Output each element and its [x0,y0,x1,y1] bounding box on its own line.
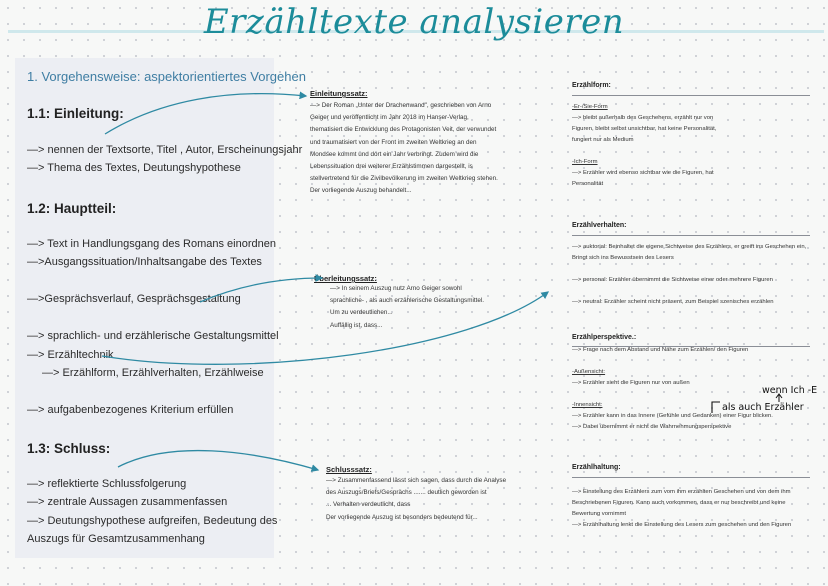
list-item: Auszugs für Gesamtzusammenhang [27,533,205,545]
schlusssatz-title: Schlusssatz: [326,465,372,474]
heading-schluss: 1.3: Schluss: [27,441,111,456]
list-item: —> Deutungshypothese aufgreifen, Bedeutung des [27,515,278,527]
erzaehlhaltung-text: —> Einstellung des Erzählers zum vom ihm erzählten Geschehen und von dem ihm Beschriebenen Figuren. Kann auch vorkommen, dass er nur beschreibt und keine Bewertung vornimmt —> Erzählhaltung lenkt die Einstellung des Lesers zum geschehen und den Figuren [572,489,792,528]
list-item: —> Erzählform, Erzählverhalten, Erzählweise [42,367,264,379]
list-item: —> reflektierte Schlussfolgerung [27,478,187,490]
ueberleitungssatz-title: Überleitungssatz: [314,274,377,283]
arrow-schluss [118,451,318,470]
erzaehlform-heading: Erzählform: [572,82,611,89]
heading-einleitung: 1.1: Einleitung: [27,106,124,121]
einleitungssatz-title: Einleitungssatz: [310,89,368,98]
list-item: —> Text in Handlungsgang des Romans einordnen [27,238,276,250]
einleitungssatz-text: —> Der Roman „Unter der Drachenwand", geschrieben von Arno Geiger und veröffentlicht im Jahr 2018 im Hanser-Verlag, thematisiert die Entwicklung des Protagonisten Veit, der verwundet und traumatisiert von der Front im zweiten Weltkrieg an den Mondsee kommt und dort ein Jahr verbringt. Zudem wird die Lebenssituation drei weiterer Erzählstimmen dargestellt, is stellvertretend für die Zivilbevölkerung im zweiten Weltkrieg stehen. Der vorliegende Auszug behandelt... [310,102,498,195]
arrow-einleitung [105,94,306,134]
ueberleitungssatz-text: —> In seinem Auszug nutz Arno Geiger sowohl sprachliche- , als auch erzählerische Gestaltungsmittel. Um zu verdeutlichen... Auffällig ist, dass... [330,285,484,329]
list-item: —> sprachlich- und erzählerische Gestaltungsmittel [27,330,279,342]
list-item: —>Ausgangssituation/Inhaltsangabe des Textes [27,256,262,268]
handnote-line1: wenn Ich -E [762,385,818,396]
arrow-handnote [712,402,720,413]
page-title: Erzähltexte analysieren [203,2,625,42]
heading-hauptteil: 1.2: Hauptteil: [27,201,117,216]
list-item: —>Gesprächsverlauf, Gesprächsgestaltung [27,293,241,305]
erzaehlform-text: -Er-/Sie-Form —> bleibt außerhalb des Geschehens, erzählt nur von Figuren, bleibt selbst unsichtbar, hat keine Personalität, fungiert nur als Medium -Ich-Form —> Erzähler wird ebenso sichtbar wie die Figuren, hat Personalität [572,104,717,187]
list-item: —> zentrale Aussagen zusammenfassen [27,496,228,508]
list-item: —> nennen der Textsorte, Titel , Autor, Erscheinungsjahr [27,144,303,156]
arrow-hauptteil [200,278,322,302]
erzaehlverhalten-text: —> auktorial: Beinhaltet die eigene Sichtweise des Erzählers, er greift ins Geschehen ein, Bringt sich ins Bewusstsein des Lesers —> personal: Erzähler übernimmt die Sichtweise einer oder mehrere Figuren —> neutral: Erzähler scheint nicht präsent, zum Beispiel szenisches erzählen [572,244,807,305]
schlusssatz-text: —> Zusammenfassend lässt sich sagen, dass durch die Analyse des Auszugs/Briefs/Gesprächs ....... deutlich geworden ist ... Verhalten verdeutlicht, dass Der vorliegende Auszug ist besonders bedeutend für... [326,477,507,521]
handnote-line2: als auch Erzähler [722,402,804,413]
erzaehlperspektive-text: —> Frage nach dem Abstand und Nähe zum Erzählen/ den Figuren -Außensicht: —> Erzähler sieht die Figuren nur von außen -Innensicht: —> Erzähler kann in das Innere (Gefühle und Gedanken) einer Figur blicken. —> Dabei übernimmt er nicht die Wahrnehmungsperspektive [572,347,773,430]
arrow-erzaehltechnik [102,292,548,364]
list-item: —> aufgabenbezogenes Kriterium erfüllen [27,404,234,416]
erzaehlverhalten-heading: Erzählverhalten: [572,222,627,229]
erzaehlhaltung-heading: Erzählhaltung: [572,464,621,471]
section-title: 1. Vorgehensweise: aspektorientiertes Vorgehen [27,69,306,84]
list-item: —> Thema des Textes, Deutungshypothese [27,162,241,174]
arrow-handnote-up [776,394,782,402]
erzaehlperspektive-heading: Erzählperspektive.: [572,334,637,341]
list-item: —> Erzähltechnik [27,349,114,361]
